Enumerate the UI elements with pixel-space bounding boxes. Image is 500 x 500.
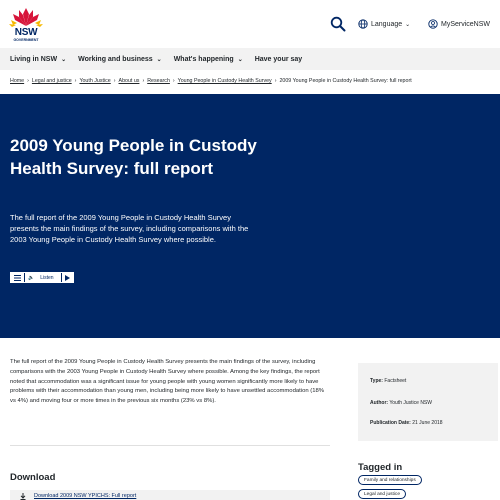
logo-wordmark: NSW	[14, 27, 38, 38]
chevron-right-icon: ›	[172, 78, 175, 84]
play-button[interactable]	[62, 273, 73, 282]
download-icon	[20, 493, 26, 500]
chevron-right-icon: ›	[274, 78, 277, 84]
chevron-right-icon: ›	[74, 78, 77, 84]
report-summary: The full report of the 2009 Young People in Custody Health Survey presents the main findings of the survey, including comparisons with the 2003 Young People in Custody Health Survey where possible. Among the key findings, the report noted that accommodation was a significant issue for young people with young women significantly more likely to have problems with their accommodation than young men, including being more likely to have unsettled accommodation (18% vs 4%) and moving four or more times in the previous six months (23% vs 8%).	[10, 359, 325, 405]
myservicensw-button[interactable]	[428, 17, 490, 31]
meta-date-value: 21 June 2018	[412, 420, 443, 426]
meta-date	[370, 420, 443, 426]
document-meta	[358, 363, 498, 441]
meta-author-value: Youth Justice NSW	[389, 400, 432, 406]
meta-type-label: Type:	[370, 378, 383, 384]
menu-button[interactable]	[11, 273, 25, 282]
section-divider	[10, 445, 330, 446]
speaker-icon: 🔈	[28, 274, 35, 281]
tagged-heading: Tagged in	[358, 462, 403, 473]
nav-item-living-in-nsw[interactable]	[10, 56, 66, 63]
meta-date-label: Publication Date:	[370, 420, 411, 426]
language-label: Language	[371, 20, 403, 28]
listen-toolbar	[10, 272, 74, 283]
page-title: 2009 Young People in Custody Health Survey: full report	[10, 136, 257, 178]
breadcrumb-link-legal-and-justice[interactable]: Legal and justice	[31, 78, 72, 84]
nav-item-label: Living in NSW	[10, 55, 58, 63]
nav-item-have-your-say[interactable]	[255, 56, 302, 63]
chevron-down-icon: ⌄	[405, 21, 411, 28]
nav-item-label: Have your say	[254, 55, 303, 63]
user-icon	[428, 19, 438, 29]
download-link[interactable]	[10, 490, 330, 500]
meta-type	[370, 378, 406, 384]
meta-author-label: Author:	[370, 400, 389, 406]
chevron-right-icon: ›	[27, 78, 29, 84]
nav-item-label: What's happening	[173, 55, 234, 63]
hero-banner	[0, 94, 500, 338]
main-nav	[0, 48, 500, 70]
menu-icon	[14, 275, 21, 281]
nav-item-label: Working and business	[78, 55, 153, 63]
search-button[interactable]	[330, 16, 346, 32]
chevron-right-icon: ›	[113, 78, 116, 84]
chevron-right-icon: ›	[142, 78, 145, 84]
language-button[interactable]	[358, 17, 410, 31]
waratah-icon	[8, 6, 44, 28]
listen-label: Listen	[40, 274, 54, 281]
download-heading: Download	[10, 472, 56, 483]
play-icon	[65, 275, 70, 281]
breadcrumb-link-home[interactable]: Home	[10, 78, 25, 84]
search-icon	[330, 16, 346, 32]
tag-family-and-relationships[interactable]: Family and relationships	[358, 475, 422, 485]
page-intro: The full report of the 2009 Young People in Custody Health Survey presents the main findings of the survey, including comparisons with the 2003 Young People in Custody Health Survey where possible.	[10, 213, 249, 244]
chevron-down-icon: ⌄	[61, 56, 67, 63]
nav-item-whats-happening[interactable]	[174, 56, 243, 63]
listen-button[interactable]	[25, 273, 62, 282]
myservicensw-label: MyServiceNSW	[441, 20, 491, 28]
meta-type-value: Factsheet	[384, 378, 407, 384]
tag-legal-and-justice[interactable]: Legal and justice	[358, 489, 406, 499]
nsw-government-logo[interactable]	[8, 6, 44, 44]
logo-subtitle: GOVERNMENT	[13, 38, 39, 42]
site-header	[0, 0, 500, 48]
breadcrumb-current: 2009 Young People in Custody Health Survey: full report	[279, 78, 412, 84]
nav-item-working-and-business[interactable]	[78, 56, 162, 63]
breadcrumb	[10, 78, 495, 84]
meta-author	[370, 400, 432, 406]
breadcrumb-link-research[interactable]: Research	[147, 78, 170, 84]
breadcrumb-link-youth-justice[interactable]: Youth Justice	[79, 78, 111, 84]
chevron-down-icon: ⌄	[156, 56, 162, 63]
chevron-down-icon: ⌄	[237, 56, 243, 63]
breadcrumb-link-ypichs[interactable]: Young People in Custody Health Survey	[177, 78, 272, 84]
download-link-label: Download 2009 NSW YPICHS: Full report	[34, 493, 137, 499]
globe-icon	[358, 19, 368, 29]
breadcrumb-link-about-us[interactable]: About us	[118, 78, 140, 84]
